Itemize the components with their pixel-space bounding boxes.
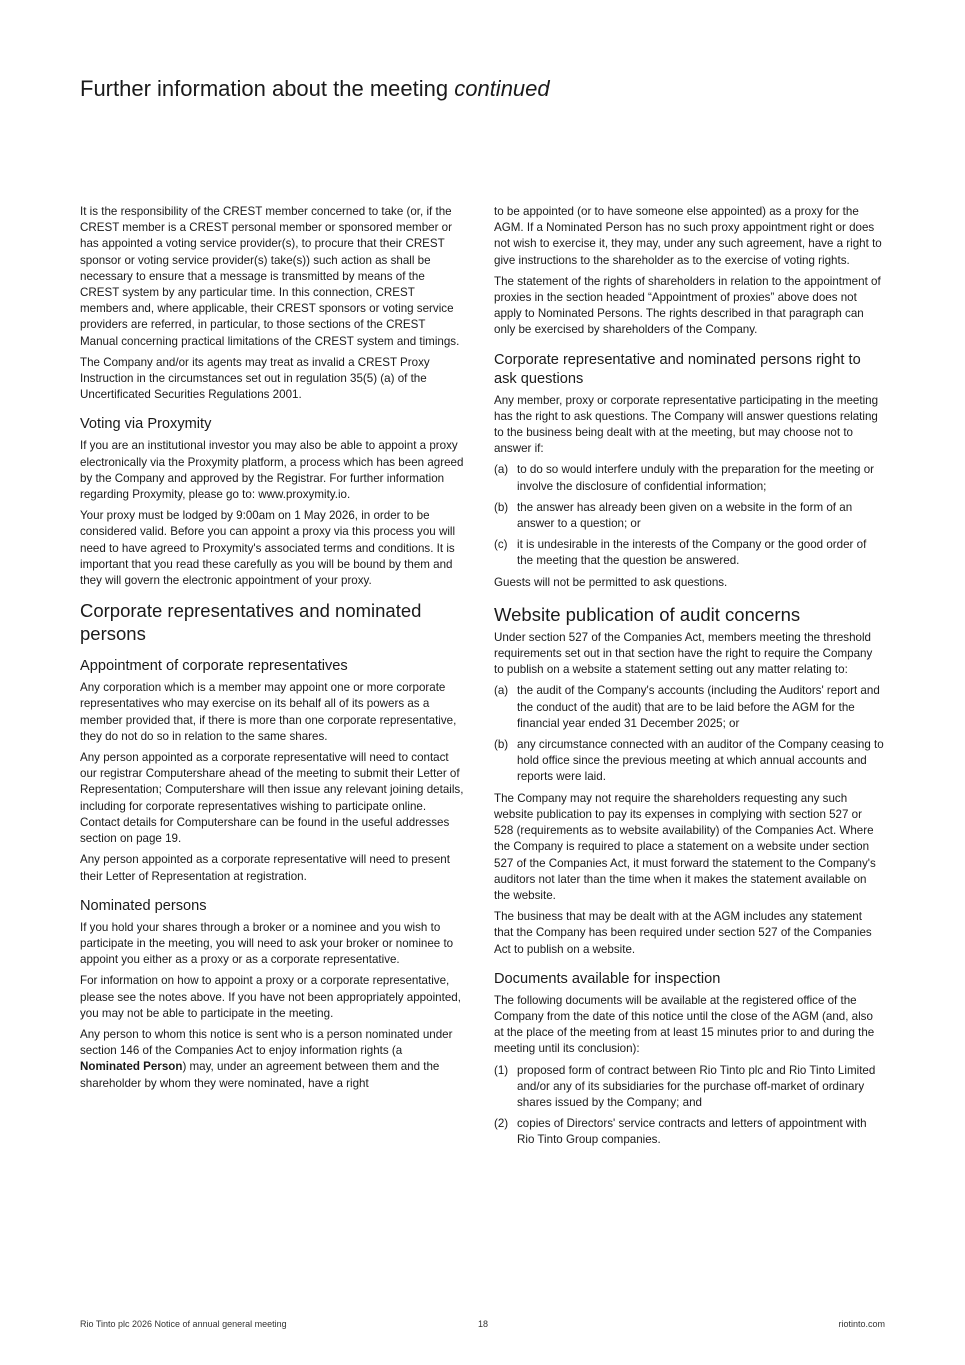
left-column (80, 204, 465, 1097)
documents-intro-paragraph: The following documents will be available at the registered office of the Company from the date of this notice until the close of the AGM (and, also at the place of the meeting from at least 15 minutes prior to and during the meeting until its conclusion): (494, 993, 875, 1056)
proxymity-paragraph: If you are an institutional investor you may also be able to appoint a proxy electronically via the Proxymity platform, a process which has been agreed by the Company and approved by the Registrar. For further information regarding Proxymity, please go to: www.proxymity.io. (80, 439, 464, 502)
proxy-appointment-continued-paragraph: to be appointed (or to have someone else appointed) as a proxy for the AGM. If a Nominated Person has no such proxy appointment right or does not wish to exercise it, they may, under any such agreement, have a right to give instructions to the shareholder as to the exercise of voting rights. (494, 205, 882, 267)
appointment-corporate-heading: Appointment of corporate representatives (80, 658, 348, 675)
list-item: (c) it is undesirable in the interests of the Company or the good order of the meeting that the question be answered. (494, 538, 867, 568)
audit-matters-list (494, 683, 884, 785)
footer-document-title: Rio Tinto plc 2026 Notice of annual general meeting (80, 1319, 287, 1329)
computershare-paragraph: Any person appointed as a corporate representative will need to contact our registrar Computershare ahead of the meeting to submit their Letter of Representation; Computershare will then issue any relevant joining details, including for corporate representatives wishing to participate online. Contact details for Computershare can be found in the useful addresses section on page 19. (80, 751, 464, 846)
nominated-persons-heading: Nominated persons (80, 897, 207, 914)
corporate-nominated-heading: Corporate representatives and nominated persons (80, 600, 422, 645)
appoint-info-paragraph: For information on how to appoint a proxy or a corporate representative, please see the notes above. If you have not been appropriately appointed, you may not be able to participate in the meeting. (80, 974, 461, 1020)
list-item: (a) the audit of the Company's accounts (including the Auditors' report and the conduct of the audit) that are to be laid before the AGM for the financial year ended 31 December 2025; or (494, 684, 880, 730)
voting-proxymity-heading: Voting via Proxymity (80, 416, 212, 433)
page-title-suffix: continued (454, 76, 550, 101)
page-title-main: Further information about the meeting (80, 76, 449, 101)
letter-of-representation-paragraph: Any person appointed as a corporate representative will need to present their Letter of Representation at registration. (80, 853, 450, 883)
list-item: (2) copies of Directors' service contracts and letters of appointment with Rio Tinto Group companies. (494, 1117, 867, 1147)
right-column (494, 204, 884, 1154)
list-item: (a) to do so would interfere unduly with the preparation for the meeting or involve the disclosure of confidential information; (494, 463, 875, 493)
list-item: (1) proposed form of contract between Rio Tinto plc and Rio Tinto Limited and/or any of its subsidiaries for the purchase off-market of ordinary shares issued by the Company; and (494, 1063, 876, 1109)
list-item: (b) any circumstance connected with an auditor of the Company ceasing to hold office since the previous meeting at which annual accounts and reports were laid. (494, 738, 884, 784)
agm-business-paragraph: The business that may be dealt with at the AGM includes any statement that the Company has been required under section 527 of the Companies Act to publish on a website. (494, 910, 872, 956)
nominated-person-term: Nominated Person (80, 1060, 183, 1074)
corporation-member-paragraph: Any corporation which is a member may appoint one or more corporate representatives who may exercise on its behalf all of its powers as a member provided that, if there is more than one corporate representative, they do not do so in relation to the same shares. (80, 681, 457, 743)
guests-paragraph: Guests will not be permitted to ask questions. (494, 575, 728, 589)
right-to-ask-questions-heading: Corporate representative and nominated persons right to ask questions (494, 351, 861, 387)
broker-nominee-paragraph: If you hold your shares through a broker or a nominee and you wish to participate in the meeting, you will need to ask your broker or nominee to appoint you either as a proxy or as a corporate representative. (80, 920, 454, 967)
page-title (80, 74, 550, 104)
questions-intro-paragraph: Any member, proxy or corporate representative participating in the meeting has the right to ask questions. The Company will answer questions relating to the business being dealt with at the meeting, but may choose not to answer if: (494, 393, 879, 456)
crest-invalid-paragraph: The Company and/or its agents may treat as invalid a CREST Proxy Instruction in the circumstances set out in regulation 35(5) (a) of the Uncertificated Securities Regulations 2001. (80, 355, 430, 402)
section-527-paragraph: Under section 527 of the Companies Act, members meeting the threshold requirements set out in that section have the right to require the Company to publish on a website a statement setting out any matter relating to: (494, 630, 873, 677)
documents-list (494, 1063, 884, 1149)
rights-statement-paragraph: The statement of the rights of shareholders in relation to the appointment of proxies in the section headed “Appointment of proxies” above does not apply to Nominated Persons. The rights described in that paragraph can only be exercised by shareholders of the Company. (494, 274, 881, 337)
documents-inspection-heading: Documents available for inspection (494, 970, 721, 987)
proxy-deadline-paragraph: Your proxy must be lodged by 9:00am on 1 May 2026, in order to be considered valid. Before you can appoint a proxy via this process you will need to have agreed to Proxymity's associated terms and conditions. It is important that you read these carefully as you will be bound by them and they will govern the electronic appointment of your proxy. (80, 509, 456, 588)
footer-website: riotinto.com (838, 1319, 885, 1329)
footer-page-number: 18 (478, 1319, 489, 1329)
nominated-person-paragraph: Any person to whom this notice is sent who is a person nominated under section 146 of the Companies Act to enjoy information rights (a Nominated Person) may, under an agreement between them and the shareholder by whom they were nominated, have a right (80, 1027, 453, 1090)
website-publication-heading: Website publication of audit concerns (494, 603, 801, 625)
website-expenses-paragraph: The Company may not require the shareholders requesting any such website publication to pay its expenses in complying with section 527 or 528 (requirements as to website availability) of the Companies Act. Where the Company is required to place a statement on a website under section 527 of the Companies Act, it must forward the statement to the Company's auditors not later than the time when it makes the statement available on the website. (494, 791, 876, 902)
list-item: (b) the answer has already been given on a website in the form of an answer to a question; or (494, 500, 853, 531)
question-exceptions-list (494, 462, 884, 569)
crest-responsibility-paragraph: It is the responsibility of the CREST member concerned to take (or, if the CREST member is a CREST personal member or sponsored member or has appointed a voting service provider(s), to procure that their CREST sponsor or voting service provider(s) take(s)) such action as shall be necessary to ensure that a message is transmitted by means of the CREST system by any particular time. In this connection, CREST members and, where applicable, their CREST sponsors or voting service providers are referred, in particular, to those sections of the CREST Manual concerning practical limitations of the CREST system and timings. (80, 205, 460, 348)
